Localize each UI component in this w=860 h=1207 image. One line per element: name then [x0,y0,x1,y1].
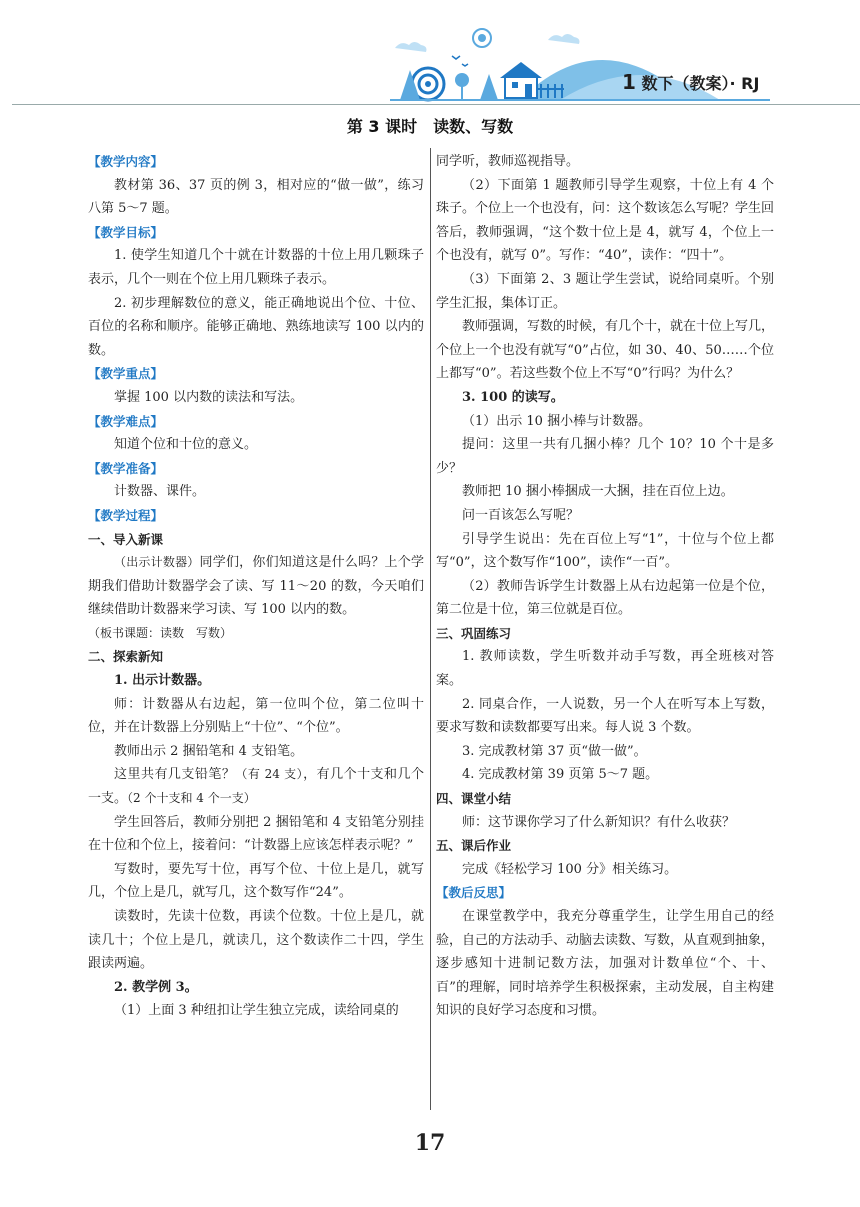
right-p6: 提问：这里一共有几捆小棒？几个 10？10 个十是多少？ [436,437,774,476]
explore-p3-note1: （有 24 支） [235,767,304,782]
grade-text: 数下（教案）· RJ [641,74,760,93]
explore-p7: （1）上面 3 种纽扣让学生独立完成，读给同桌的 [114,1003,399,1019]
section-label-difficulty: 【教学难点】 [88,413,164,429]
explore-p3-a: 这里共有几支铅笔？ [114,767,236,783]
section-label-content: 【教学内容】 [88,154,164,169]
content-text: 教材第 36、37 页的例 3，相对应的“做一做”，练习八第 5～7 题。 [88,177,424,217]
explore-p1: 师：计数器从右边起，第一位叫个位，第二位叫十位，并在计数器上分别贴上“十位”、“个位”。 [88,696,424,736]
header-rule [12,104,860,105]
practice-3: 3. 完成教材第 37 页“做一做”。 [462,743,647,759]
explore-p3-b: ，有几个十支和几个一支。 [88,767,424,807]
heading-summary: 四、课堂小结 [436,791,512,807]
lesson-title: 第 3 课时 读数、写数 [346,117,514,136]
page-number: 17 [414,1130,446,1156]
difficulty-text: 知道个位和十位的意义。 [114,437,258,453]
grade-label [622,70,759,94]
explore-p5: 写数时，要先写十位，再写个位、十位上是几，就写几，个位上是几，就写几，这个数写作“24”。 [88,861,424,901]
heading-homework: 五、课后作业 [436,838,512,854]
section-label-key: 【教学重点】 [88,366,164,382]
right-p9: 引导学生说出：先在百位上写“1”，十位与个位上都写“0”，这个数写作“100”，读作“一百”。 [436,531,774,571]
right-p8: 问一百该怎么写呢？ [462,507,580,523]
practice-1: 1. 教师读数，学生听数并动手写数，再全班核对答案。 [436,649,774,689]
summary-text: 师：这节课你学习了什么新知识？有什么收获？ [462,814,736,830]
left-column [88,150,424,1023]
right-p3: （3）下面第 2、3 题让学生尝试，说给同桌听。个别学生汇报，集体订正。 [436,271,774,311]
key-text: 掌握 100 以内数的读法和写法。 [114,389,304,405]
intro-paragraph [88,551,424,622]
right-p4: 教师强调，写数的时候，有几个十，就在十位上写几，个位上一个也没有就写“0”占位，如 30、40、50……个位上都写“0”。若这些数个位上不写“0”行吗？为什么？ [436,319,775,382]
right-p2: （2）下面第 1 题教师引导学生观察，十位上有 4 个珠子。个位上一个也没有，问：这个数该怎么写呢？学生回答后，教师强调，“这个数十位上是 4，就写 4，个位上一个也没有，就写 0”。写作：“40”，读作：“四十”。 [436,177,775,264]
section-label-process: 【教学过程】 [88,507,164,523]
heading-intro: 一、导入新课 [88,531,164,547]
right-p10: （2）教师告诉学生计数器上从右边起第一位是个位，第二位是十位，第三位就是百位。 [436,578,774,618]
header-scene-illustration [0,0,860,112]
explore-p3-note2: （2 个十支和 4 个一支） [127,791,256,806]
section-label-reflection: 【教后反思】 [436,885,512,901]
explore-p6: 读数时，先读十位数，再读个位数。十位上是几，就读几十；个位上是几，就读几，这个数读作二十四，学生跟读两遍。 [88,909,424,972]
page-header [0,0,860,112]
column-divider [430,148,431,1110]
right-p7: 教师把 10 捆小棒捆成一大捆，挂在百位上边。 [462,484,734,500]
board-note: （板书课题：读数 写数） [88,625,233,640]
right-item-3: 3. 100 的读写。 [462,389,564,405]
explore-item-1: 1. 出示计数器。 [114,673,211,689]
section-label-goals: 【教学目标】 [88,224,164,240]
grade-number: 1 [622,70,636,94]
homework-text: 完成《轻松学习 100 分》相关练习。 [462,861,678,877]
intro-text: 同学们，你们知道这是什么吗？上个学期我们借助计数器学会了读、写 11～20 的数，今天咱们继续借助计数器来学习读、写 100 以内的数。 [88,555,424,618]
heading-explore: 二、探索新知 [88,649,164,665]
right-column [436,150,774,1023]
preparation-text: 计数器、课件。 [114,484,206,500]
right-p5: （1）出示 10 捆小棒与计数器。 [462,413,652,429]
practice-4: 4. 完成教材第 39 页第 5～7 题。 [462,767,659,783]
goal-1: 1. 使学生知道几个十就在计数器的十位上用几颗珠子表示，几个一则在个位上用几颗珠子表示。 [88,248,424,287]
heading-practice: 三、巩固练习 [436,625,512,641]
reflection-text: 在课堂教学中，我充分尊重学生，让学生用自己的经验，自己的方法动手、动脑去读数、写数，从直观到抽象，逐步感知十进制记数方法，加强对计数单位“个、十、百”的理解，同时培养学生积极探索，主动发展，自主构建知识的良好学习态度和习惯。 [436,909,775,1019]
right-p1: 同学听，教师巡视指导。 [436,154,580,169]
explore-p2: 教师出示 2 捆铅笔和 4 支铅笔。 [114,743,304,759]
intro-note: （出示计数器） [114,555,200,570]
explore-item-2: 2. 教学例 3。 [114,979,198,995]
explore-p4: 学生回答后，教师分别把 2 捆铅笔和 4 支铅笔分别挂在十位和个位上，接着问：“计数器上应该怎样表示呢？” [88,814,424,854]
section-label-preparation: 【教学准备】 [88,460,164,476]
practice-2: 2. 同桌合作，一人说数，另一个人在听写本上写数，要求写数和读数都要写出来。每人说 3 个数。 [436,696,774,736]
goal-2: 2. 初步理解数位的意义，能正确地说出个位、十位、百位的名称和顺序。能够正确地、熟练地读写 100 以内的数。 [88,295,424,358]
explore-p3 [88,763,424,810]
